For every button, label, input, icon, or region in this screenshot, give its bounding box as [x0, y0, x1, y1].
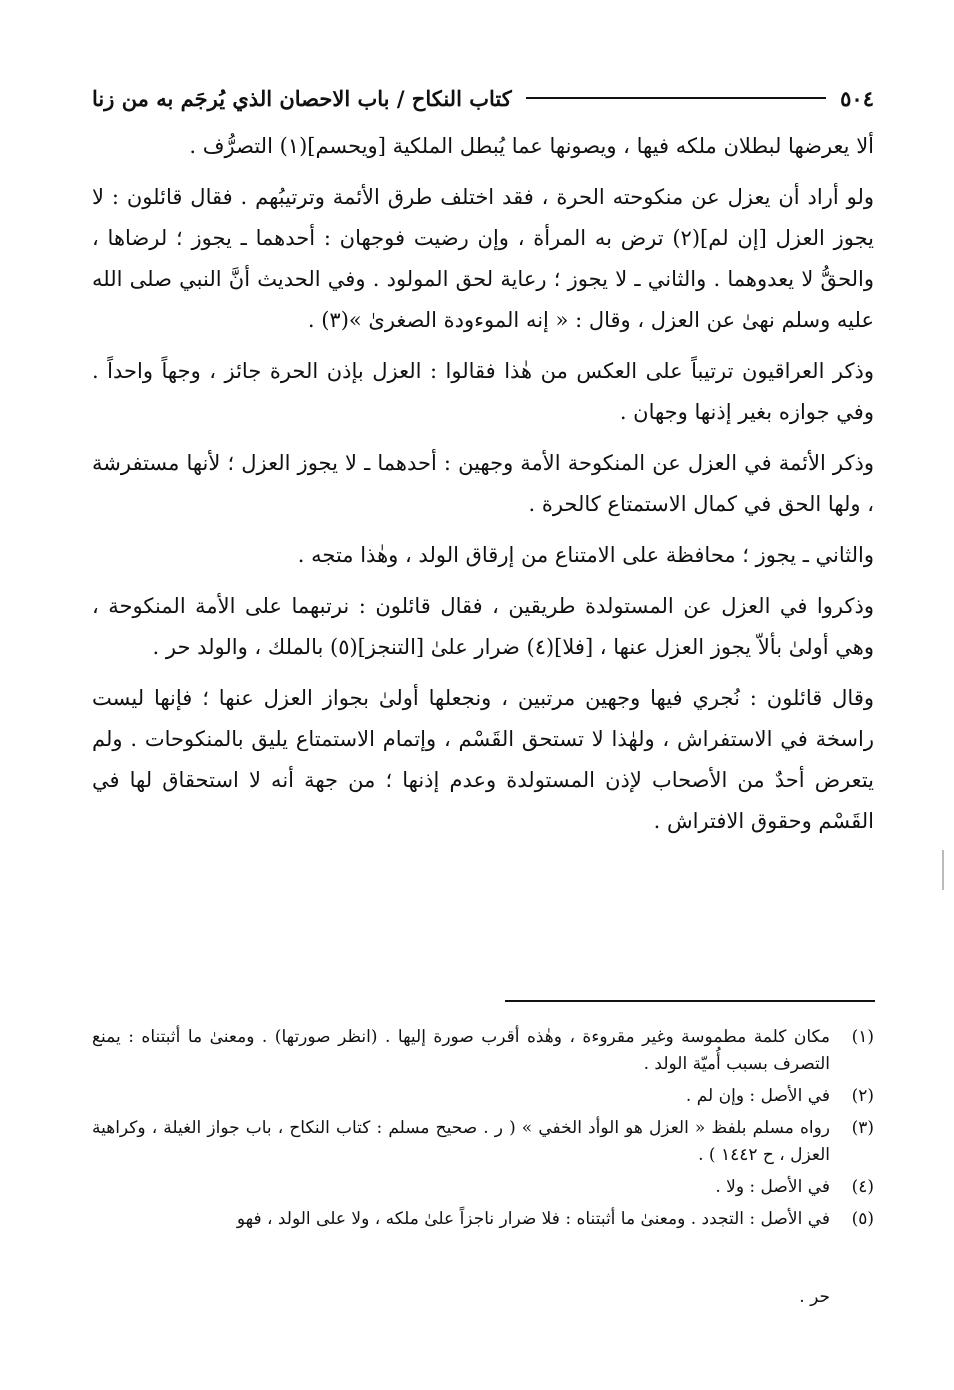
paragraph: والثاني ـ يجوز ؛ محافظة على الامتناع من إرقاق الولد ، وهٰذا متجه . — [297, 543, 874, 567]
footnote — [92, 1115, 874, 1169]
footnote-text: في الأصل : ولا . — [715, 1177, 830, 1197]
footnote — [92, 1174, 874, 1201]
footnote — [92, 1083, 874, 1110]
footnote-number: (٤) — [851, 1177, 874, 1197]
paragraph: وذكر العراقيون ترتيباً على العكس من هٰذا فقالوا : العزل بإذن الحرة جائز ، وجهاً واحداً . وفي جوازه بغير إذنها وجهان . — [92, 359, 874, 424]
paragraph: ولو أراد أن يعزل عن منكوحته الحرة ، فقد اختلف طرق الأئمة وترتيبُهم . فقال قائلون : لا يجوز العزل [إن لم](٢) ترض به المرأة ، وإن رضيت فوجهان : أحدهما ـ يجوز ؛ لرضاها ، والحقُّ لا يعدوهما . والثاني ـ لا يجوز ؛ رعاية لحق المولود . وفي الحديث أنَّ النبي صلى الله عليه وسلم نهىٰ عن العزل ، وقال : « إنه الموءودة الصغرىٰ »(٣) . — [92, 185, 874, 332]
paragraph: وقال قائلون : نُجري فيها وجهين مرتبين ، ونجعلها أولىٰ بجواز العزل عنها ؛ فإنها ليست راسخة في الاستفراش ، ولهٰذا لا تستحق القَسْم ، وإتمام الاستمتاع يليق بالمنكوحات . ولم يتعرض أحدٌ من الأصحاب لإذن المستولدة وعدم إذنها ؛ من جهة أنه لا استحقاق لها في القَسْم وحقوق الافتراش . — [92, 686, 874, 833]
footnote-number: (٢) — [851, 1086, 874, 1106]
paragraph: ألا يعرضها لبطلان ملكه فيها ، ويصونها عما يُبطل الملكية [ويحسم](١) التصرُّف . — [189, 134, 874, 158]
running-title: كتاب النكاح / باب الاحصان الذي يُرجَم به من زنا — [92, 85, 512, 111]
paragraph: وذكر الأئمة في العزل عن المنكوحة الأمة وجهين : أحدهما ـ لا يجوز العزل ؛ لأنها مستفرشة ، ولها الحق في كمال الاستمتاع كالحرة . — [92, 451, 874, 516]
footnote-number: (٥) — [851, 1209, 874, 1229]
footnote — [92, 1206, 874, 1233]
footnote-number: (٣) — [851, 1118, 874, 1138]
footnote-text: مكان كلمة مطموسة وغير مقروءة ، وهٰذه أقرب صورة إليها . (انظر صورتها) . ومعنىٰ ما أثبتناه : يمنع التصرف بسبب أُميّة الولد . — [92, 1027, 830, 1074]
main-text — [92, 126, 874, 842]
paragraph: وذكروا في العزل عن المستولدة طريقين ، فقال قائلون : نرتبهما على الأمة المنكوحة ، وهي أولىٰ بألاّ يجوز العزل عنها ، [فلا](٤) ضرار علىٰ [التنجز](٥) بالملك ، والولد حر . — [92, 594, 874, 659]
footnotes — [92, 1024, 874, 1238]
page-number: ٥٠٤ — [840, 85, 874, 111]
footnote-text: في الأصل : التجدد . ومعنىٰ ما أثبتناه : فلا ضرار ناجزاً علىٰ ملكه ، ولا على الولد ، فهو — [236, 1209, 830, 1229]
footnote — [92, 1024, 874, 1078]
page-header — [92, 78, 874, 118]
footnote-separator — [505, 1000, 875, 1002]
footnote-text: رواه مسلم بلفظ « العزل هو الوأد الخفي » ( ر . صحيح مسلم : كتاب النكاح ، باب جواز الغيلة ، وكراهية العزل ، ح ١٤٤٢ ) . — [92, 1118, 830, 1165]
margin-mark — [942, 850, 944, 890]
footnote-text: في الأصل : وإن لم . — [685, 1086, 830, 1106]
header-rule — [526, 97, 826, 99]
footnote-number: (١) — [851, 1027, 874, 1047]
footnote-continuation: حر . — [799, 1287, 830, 1307]
